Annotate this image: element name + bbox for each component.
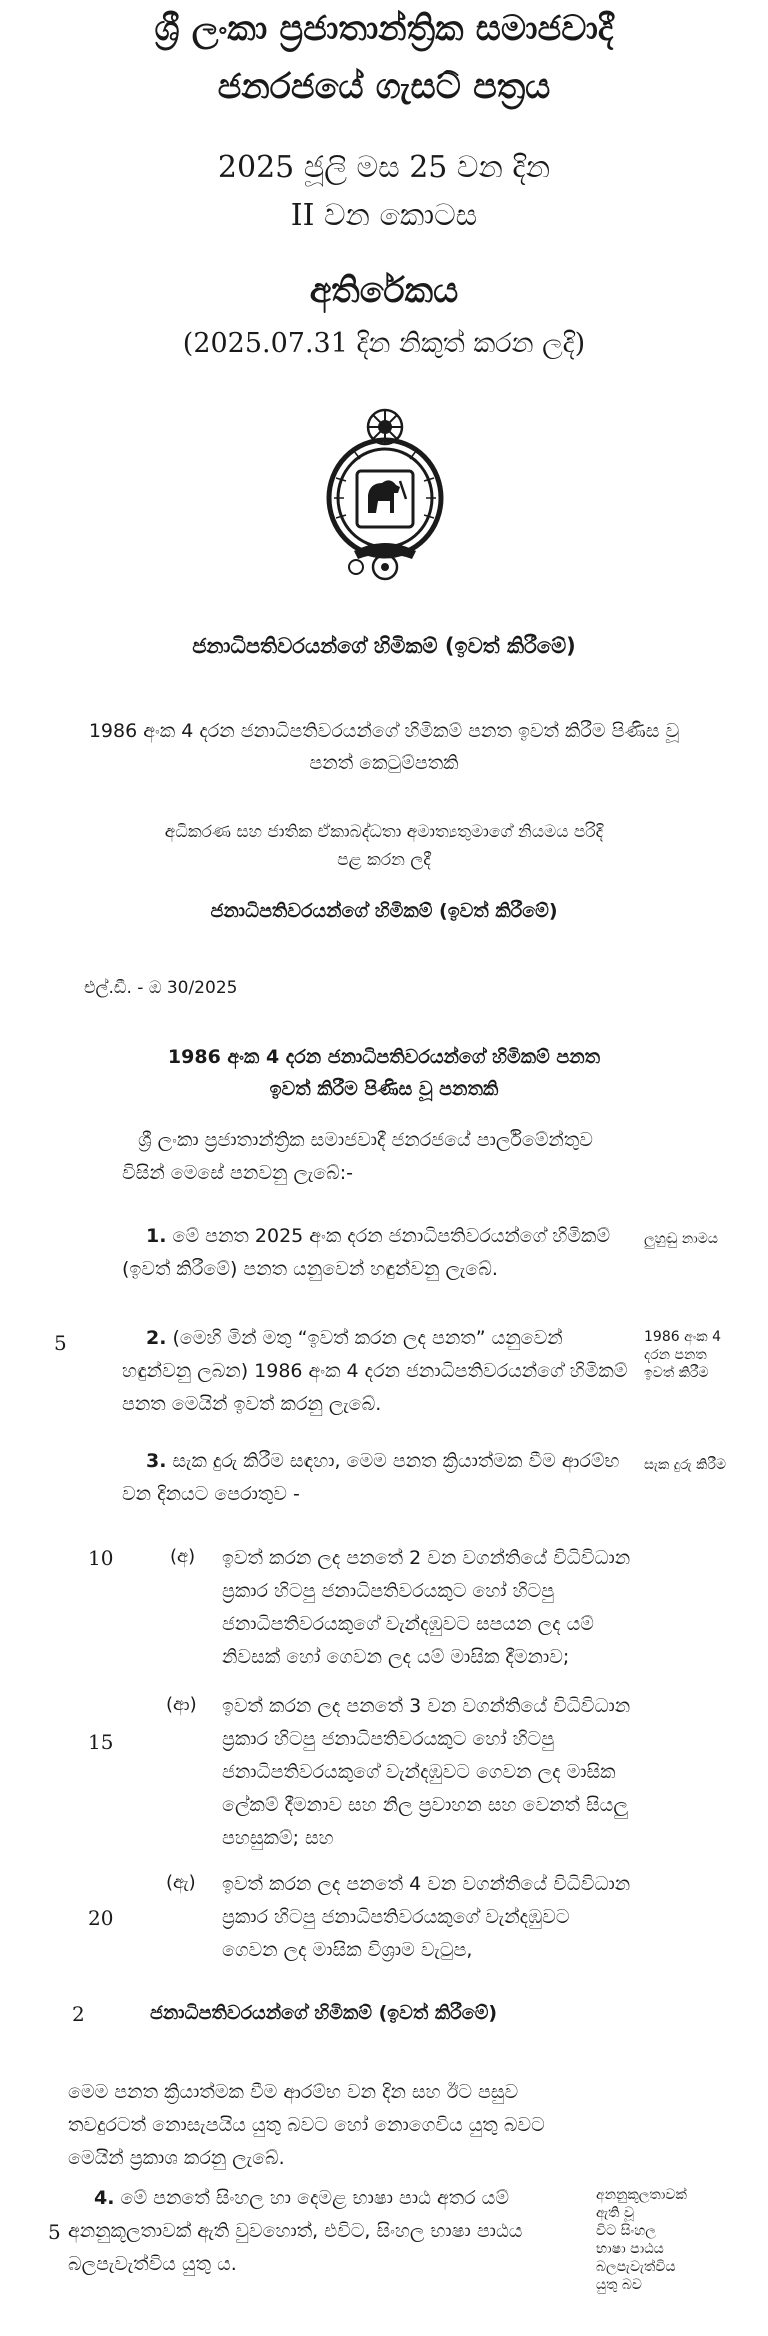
section-4-line1: මේ පනතේ සිංහල හා දෙමළ භාෂා පාඨ අතර යම් (120, 2187, 509, 2209)
act-title-line1: 1986 අංක 4 දරන ජනාධිපතිවරයන්ගේ හිමිකම් පනත (167, 1046, 601, 1068)
ld-number: එල්.ඩී. - ඔ 30/2025 (84, 978, 238, 998)
margin-note-line: අනනුකූලතාවක් (596, 2187, 687, 2203)
paragraph-line: ලේකම් දීමනාව සහ නිල ප්‍රවාහන සහ වෙනත් සියලු (222, 1794, 628, 1816)
line-number: 15 (88, 1730, 114, 1754)
margin-note-removal-of-doubt: සැක දුරු කිරීම (644, 1457, 727, 1473)
paragraph-aa (222, 1690, 632, 1855)
supplement-label: අතිරේකය (309, 270, 459, 311)
act-title-line2: ඉවත් කිරීම පිණිස වූ පනතකි (269, 1078, 499, 1100)
paragraph-line: මෙම පනත ක්‍රියාත්මක වීම ආරම්භ වන දින සහ ඊට පසුව (68, 2081, 519, 2103)
section-4 (68, 2182, 580, 2281)
section-4-number: 4. (94, 2187, 115, 2209)
paragraph-line: ඉවත් කරන ලද පනතේ 2 වන වගන්තියේ විධිවිධාන (222, 1547, 631, 1569)
enacting-line1: ශ්‍රී ලංකා ප්‍රජාතාන්ත්‍රික සමාජවාදී ජනරජයේ පාර්ලිමේන්තුව (138, 1129, 593, 1151)
paragraph-line: තවදුරටත් නොසැපයිය යුතු බවට හෝ නොගෙවිය යුතු බවට (68, 2114, 545, 2136)
margin-note-line: භාෂා පාඨය (596, 2241, 664, 2257)
section-3-number: 3. (146, 1450, 167, 1472)
line-number: 10 (88, 1546, 114, 1570)
paragraph-line: නිවසක් හෝ ගෙවන ලද යම් මාසික දීමනාව; (222, 1646, 570, 1668)
paragraph-line: ප්‍රකාර හිටපු ජනාධිපතිවරයකුට හෝ හිටපු (222, 1580, 555, 1602)
paragraph-line: ජනාධිපතිවරයකුගේ වැන්දඹුවට සපයන ලද යම් (222, 1613, 594, 1635)
line-number: 5 (54, 1331, 67, 1355)
running-head: ජනාධිපතිවරයන්ගේ හිමිකම් (ඉවත් කිරීමේ) (150, 2002, 498, 2024)
paragraph-line: පහසුකම්; සහ (222, 1827, 334, 1849)
gazette-part: II වන කොටස (290, 198, 478, 233)
paragraph-line: ඉවත් කරන ලද පනතේ 3 වන වගන්තියේ විධිවිධාන (222, 1695, 631, 1717)
margin-note-repeal (644, 1328, 721, 1382)
paragraph-a-label: (අ) (170, 1546, 196, 1567)
paragraph-line: ප්‍රකාර හිටපු ජනාධිපතිවරයකුගේ වැන්දඹුවට (222, 1906, 570, 1928)
section-2 (122, 1322, 632, 1421)
gazette-title-line2: ජනරජයේ ගැසට් පත්‍රය (217, 66, 551, 107)
paragraph-line: ඉවත් කරන ලද පනතේ 4 වන වගන්තියේ විධිවිධාන (222, 1873, 631, 1895)
section-4-line3: බලපැවැත්විය යුතු ය. (68, 2253, 237, 2275)
margin-note-line: බලපැවැත්විය (596, 2259, 676, 2275)
paragraph-line: මෙයින් ප්‍රකාශ කරනු ලැබේ. (68, 2147, 285, 2169)
margin-note-line: දරන පනත (644, 1347, 707, 1363)
section-1-line1: මේ පනත 2025 අංක දරන ජනාධිපතිවරයන්ගේ හිමිකම් (172, 1225, 611, 1247)
section-3-line2: වන දිනයට පෙරාතුව - (122, 1483, 300, 1505)
section-4-line2: අනනුකූලතාවක් ඇති වුවහොත්, එවිට, සිංහල භාෂා පාඨය (68, 2220, 523, 2242)
national-emblem-icon (324, 403, 446, 583)
enacting-line2: විසින් මෙසේ පනවනු ලැබේ:- (122, 1162, 354, 1184)
section-1 (122, 1220, 632, 1286)
margin-note-short-title: ලුහුඬු නාමය (644, 1231, 718, 1247)
bill-heading-2: ජනාධිපතිවරයන්ගේ හිමිකම් (ඉවත් කිරීමේ) (210, 900, 558, 922)
gazette-date: 2025 ජූලි මස 25 වන දින (217, 150, 551, 185)
margin-note-line: ඉවත් කිරීම (644, 1365, 709, 1381)
margin-note-inconsistency (596, 2186, 687, 2294)
ministry-line1: අධිකරණ සහ ජාතික ඒකාබද්ධතා අමාත්‍යතුමාගේ නියමය පරිදි (164, 822, 604, 842)
enacting-clause (122, 1124, 632, 1190)
ministry-line2: පළ කරන ලදී (337, 850, 431, 870)
margin-note-line: 1986 අංක 4 (644, 1329, 721, 1345)
margin-note-line: ඇති වූ (596, 2205, 635, 2221)
section-3 (122, 1445, 632, 1511)
bill-summary-line1: 1986 අංක 4 දරන ජනාධිපතිවරයන්ගේ හිමිකම් පනත ඉවත් කිරීම පිණිස වූ (88, 720, 680, 742)
paragraph-ae-label: (ඇ) (166, 1872, 196, 1893)
section-1-number: 1. (146, 1225, 167, 1247)
section-3-line1: සැක දුරු කිරීම සඳහා, මෙම පනත ක්‍රියාත්මක වීම ආරම්භ (172, 1450, 620, 1472)
paragraph-aa-label: (ආ) (166, 1694, 197, 1715)
margin-note-line: විට සිංහල (596, 2223, 656, 2239)
section-2-line3: පනත මෙයින් ඉවත් කරනු ලැබේ. (122, 1393, 382, 1415)
section-2-line1: (මෙහි මින් මතු “ඉවත් කරන ලද පනත” යනුවෙන් (172, 1327, 563, 1349)
paragraph-ae (222, 1868, 632, 1967)
section-1-line2: (ඉවත් කිරීමේ) පනත යනුවෙන් හඳුන්වනු ලැබේ. (122, 1258, 498, 1280)
line-number: 5 (48, 2220, 61, 2244)
margin-note-line: යුතු බව (596, 2277, 642, 2293)
section-3-continuation (68, 2076, 580, 2175)
paragraph-line: ගෙවන ලද මාසික විශ්‍රාම වැටුප, (222, 1939, 473, 1961)
line-number: 20 (88, 1906, 114, 1930)
section-2-number: 2. (146, 1327, 167, 1349)
bill-heading: ජනාධිපතිවරයන්ගේ හිමිකම් (ඉවත් කිරීමේ) (192, 634, 576, 658)
section-2-line2: හඳුන්වනු ලබන) 1986 අංක 4 දරන ජනාධිපතිවරයන්ගේ හිමිකම් (122, 1360, 628, 1382)
gazette-title-line1: ශ්‍රී ලංකා ප්‍රජාතාන්ත්‍රික සමාජවාදී (154, 8, 614, 49)
bill-summary-line2: පනත් කෙටුම්පතකි (309, 752, 459, 774)
paragraph-a (222, 1542, 632, 1674)
page-number: 2 (72, 2002, 85, 2026)
paragraph-line: ප්‍රකාර හිටපු ජනාධිපතිවරයකුට හෝ හිටපු (222, 1728, 555, 1750)
paragraph-line: ජනාධිපතිවරයකුගේ වැන්දඹුවට ගෙවන ලද මාසික (222, 1761, 616, 1783)
issue-date: (2025.07.31 දින නිකුත් කරන ලදි) (182, 328, 586, 359)
